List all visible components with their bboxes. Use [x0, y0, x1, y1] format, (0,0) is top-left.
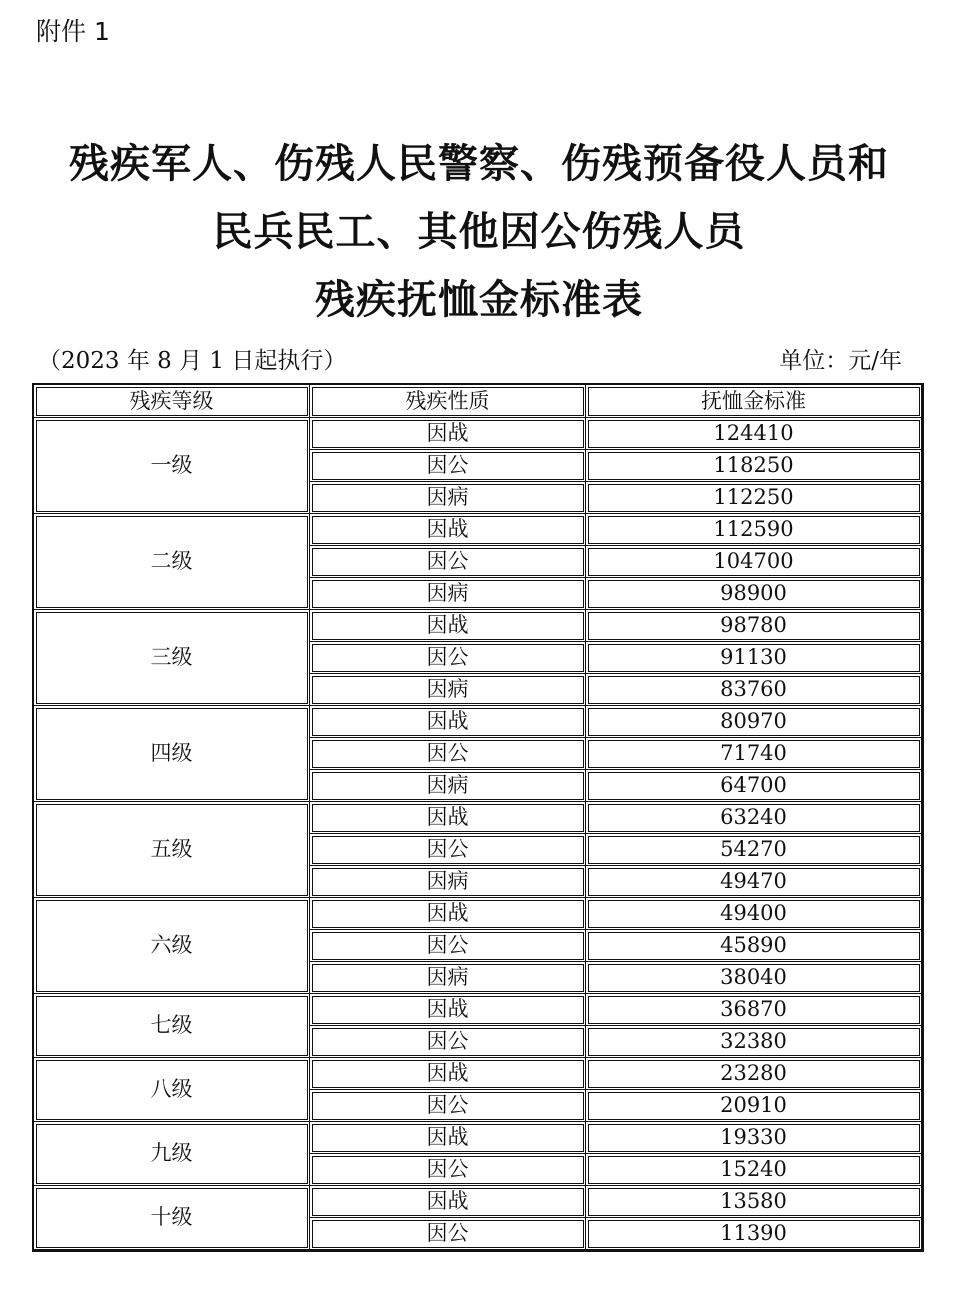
nature-cell: 因战: [310, 418, 586, 450]
amount-cell: 11390: [586, 1218, 922, 1250]
amount-cell: 38040: [586, 962, 922, 994]
grade-cell: 一级: [34, 418, 310, 514]
amount-cell: 54270: [586, 834, 922, 866]
nature-cell: 因公: [310, 834, 586, 866]
table-header-row: [34, 385, 922, 418]
header-grade: 残疾等级: [34, 385, 310, 418]
nature-cell: 因病: [310, 578, 586, 610]
table-body: [34, 418, 922, 1250]
nature-cell: 因公: [310, 1026, 586, 1058]
amount-cell: 80970: [586, 706, 922, 738]
pension-standard-table: [32, 383, 924, 1252]
nature-cell: 因公: [310, 1154, 586, 1186]
nature-cell: 因战: [310, 1186, 586, 1218]
nature-cell: 因病: [310, 962, 586, 994]
amount-cell: 63240: [586, 802, 922, 834]
nature-cell: 因战: [310, 610, 586, 642]
grade-cell: 四级: [34, 706, 310, 802]
grade-cell: 六级: [34, 898, 310, 994]
amount-cell: 36870: [586, 994, 922, 1026]
amount-cell: 49400: [586, 898, 922, 930]
amount-cell: 104700: [586, 546, 922, 578]
nature-cell: 因病: [310, 674, 586, 706]
amount-cell: 49470: [586, 866, 922, 898]
amount-cell: 64700: [586, 770, 922, 802]
amount-cell: 91130: [586, 642, 922, 674]
grade-cell: 二级: [34, 514, 310, 610]
table-row: [34, 802, 922, 834]
amount-cell: 118250: [586, 450, 922, 482]
header-nature: 残疾性质: [310, 385, 586, 418]
title-line-1: 残疾军人、伤残人民警察、伤残预备役人员和: [69, 140, 889, 187]
amount-cell: 45890: [586, 930, 922, 962]
amount-cell: 13580: [586, 1186, 922, 1218]
grade-cell: 十级: [34, 1186, 310, 1250]
unit-label: 单位：元/年: [779, 348, 902, 374]
nature-cell: 因病: [310, 770, 586, 802]
table-row: [34, 514, 922, 546]
amount-cell: 71740: [586, 738, 922, 770]
amount-cell: 15240: [586, 1154, 922, 1186]
nature-cell: 因公: [310, 1218, 586, 1250]
table-row: [34, 1122, 922, 1154]
amount-cell: 83760: [586, 674, 922, 706]
nature-cell: 因战: [310, 994, 586, 1026]
nature-cell: 因病: [310, 482, 586, 514]
amount-cell: 98900: [586, 578, 922, 610]
nature-cell: 因战: [310, 802, 586, 834]
nature-cell: 因战: [310, 706, 586, 738]
amount-cell: 98780: [586, 610, 922, 642]
table-row: [34, 1058, 922, 1090]
nature-cell: 因病: [310, 866, 586, 898]
table-row: [34, 1186, 922, 1218]
document-title: [0, 130, 958, 334]
effective-date: （2023 年 8 月 1 日起执行）: [38, 348, 347, 374]
nature-cell: 因战: [310, 514, 586, 546]
table-row: [34, 610, 922, 642]
amount-cell: 23280: [586, 1058, 922, 1090]
grade-cell: 七级: [34, 994, 310, 1058]
attachment-label: 附件 1: [36, 17, 110, 46]
nature-cell: 因战: [310, 898, 586, 930]
amount-cell: 112250: [586, 482, 922, 514]
amount-cell: 19330: [586, 1122, 922, 1154]
table-row: [34, 706, 922, 738]
amount-cell: 112590: [586, 514, 922, 546]
table-row: [34, 898, 922, 930]
nature-cell: 因战: [310, 1058, 586, 1090]
title-line-2: 民兵民工、其他因公伤残人员: [212, 208, 746, 255]
nature-cell: 因公: [310, 546, 586, 578]
title-line-3: 残疾抚恤金标准表: [315, 276, 643, 323]
nature-cell: 因公: [310, 738, 586, 770]
nature-cell: 因公: [310, 642, 586, 674]
header-amount: 抚恤金标准: [586, 385, 922, 418]
nature-cell: 因公: [310, 930, 586, 962]
amount-cell: 32380: [586, 1026, 922, 1058]
grade-cell: 三级: [34, 610, 310, 706]
grade-cell: 九级: [34, 1122, 310, 1186]
grade-cell: 八级: [34, 1058, 310, 1122]
table-row: [34, 418, 922, 450]
amount-cell: 20910: [586, 1090, 922, 1122]
nature-cell: 因战: [310, 1122, 586, 1154]
amount-cell: 124410: [586, 418, 922, 450]
grade-cell: 五级: [34, 802, 310, 898]
nature-cell: 因公: [310, 450, 586, 482]
nature-cell: 因公: [310, 1090, 586, 1122]
table-row: [34, 994, 922, 1026]
